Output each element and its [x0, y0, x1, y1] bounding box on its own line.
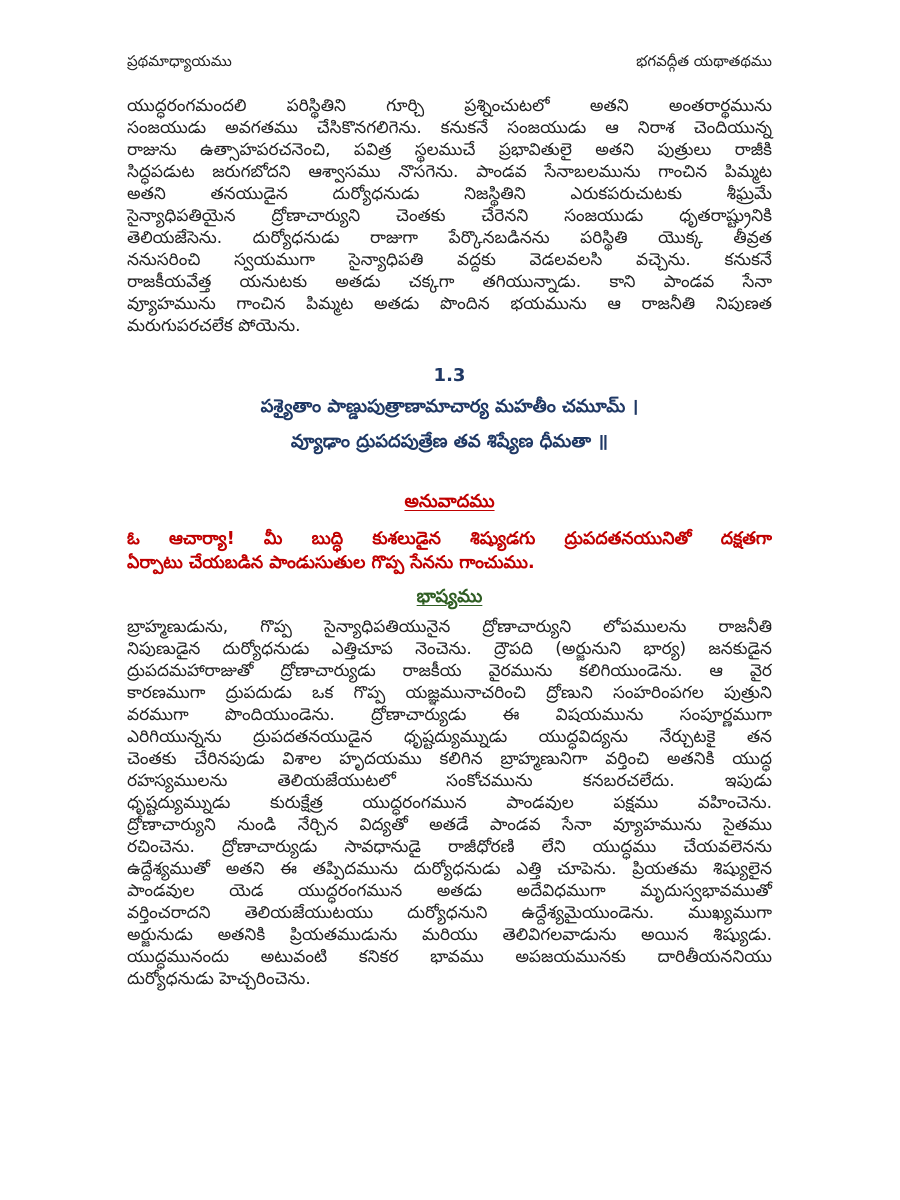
- text-line: ద్రోణాచార్యుని నుండి నేర్చిన విద్యతో అతడే పాండవ సేనా వ్యూహమును సైతము: [127, 815, 773, 835]
- text-line: యుద్ధమునందు అటువంటి కనికర భావము అపజయమునకు దారితీయననియు: [127, 947, 772, 967]
- text-line: రచించెను. ద్రోణాచార్యుడు సావధానుడై రాజీధోరణి లేని యుద్ధము చేయవలెనను: [127, 837, 772, 857]
- commentary-heading: భాష్యము: [416, 586, 483, 607]
- text-line: అతని తనయుడైన దుర్యోధనుడు నిజస్థితిని ఎరుకపరుచుటకు శీఘ్రమే: [127, 184, 772, 204]
- text-line: ఏర్పాటు చేయబడిన పాండుసుతుల గొప్ప సేనను గాంచుము.: [127, 553, 535, 573]
- header-chapter-title: ప్రథమాధ్యాయము: [127, 52, 232, 70]
- text-line: అర్జునుడు అతనికి ప్రియతముడును మరియు తెలివిగలవాడును అయిన శిష్యుడు.: [127, 925, 772, 945]
- text-line: వరముగా పొందియుండెను. ద్రోణాచార్యుడు ఈ విషయమును సంపూర్ణముగా: [127, 705, 772, 725]
- text-line: రాజకీయవేత్త యనుటకు అతడు చక్కగా తగియున్నాడు. కాని పాండవ సేనా: [127, 272, 772, 292]
- text-line: యుద్ధరంగమందలి పరిస్థితిని గూర్చి ప్రశ్నించుటలో అతని అంతరార్థమును: [127, 96, 772, 116]
- text-line: ననుసరించి స్వయముగా సైన్యాధిపతి వద్దకు వెడలవలసి వచ్చెను. కనుకనే: [127, 250, 772, 270]
- text-line: ఎరిగియున్నను ద్రుపదతనయుడైన ధృష్టద్యుమ్నుడు యుద్ధవిద్యను నేర్చుటకై తన: [127, 727, 772, 747]
- text-line: రాజును ఉత్సాహపరచనెంచి, పవిత్ర స్థలముచే ప్రభావితులై అతని పుత్రులు రాజీకి: [127, 140, 772, 160]
- text-line: ఉద్దేశ్యముతో అతని ఈ తప్పిదమును దుర్యోధనుడు ఎత్తి చూపెను. ప్రియతమ శిష్యులైన: [127, 859, 772, 879]
- header-book-title: భగవద్గీత యథాతథము: [636, 52, 772, 70]
- text-line: మరుగుపరచలేక పోయెను.: [127, 316, 301, 336]
- text-line: ఓ ఆచార్యా! మీ బుద్ధి కుశలుడైన శిష్యుడగు ద్రుపదతనయునితో దక్షతగా: [127, 529, 772, 549]
- verse-line-2: వ్యూఢాం ద్రుపదపుత్రేణ తవ శిష్యేణ ధీమతా ॥: [290, 431, 609, 452]
- text-line: చెంతకు చేరినపుడు విశాల హృదయము కలిగిన బ్రాహ్మణునిగా వర్తించి అతనికి యుద్ధ: [127, 749, 772, 769]
- text-line: సిద్ధపడుట జరుగబోదని ఆశ్వాసము నొసగెను. పాండవ సేనాబలమును గాంచిన పిమ్మట: [127, 162, 772, 182]
- text-line: ద్రుపదమహారాజుతో ద్రోణాచార్యుడు రాజకీయ వైరమును కలిగియుండెను. ఆ వైర: [127, 661, 772, 681]
- text-line: కారణముగా ద్రుపదుడు ఒక గొప్ప యజ్ఞమునాచరించి ద్రోణుని సంహరింపగల పుత్రుని: [127, 683, 772, 703]
- verse-line-1: పశ్యైతాం పాణ్డుపుత్రాణామాచార్య మహతీం చమూమ్ ।: [260, 396, 639, 417]
- text-line: ధృష్టద్యుమ్నుడు కురుక్షేత్ర యుద్ధరంగమున పాండవుల పక్షము వహించెను.: [127, 793, 772, 813]
- translation-paragraph: [127, 527, 772, 575]
- intro-paragraph: [127, 95, 772, 337]
- text-line: వర్తించరాదని తెలియజేయుటయు దుర్యోధనుని ఉద్దేశ్యమైయుండెను. ముఖ్యముగా: [127, 903, 772, 923]
- page-header: [127, 50, 772, 72]
- text-line: పాండవుల యెడ యుద్ధరంగమున అతడు అదేవిధముగా మృదుస్వభావముతో: [127, 881, 772, 901]
- text-line: వ్యూహమును గాంచిన పిమ్మట అతడు పొందిన భయమును ఆ రాజనీతి నిపుణత: [127, 294, 772, 314]
- text-line: తెలియజేసెను. దుర్యోధనుడు రాజుగా పేర్కొనబడినను పరిస్థితి యొక్క తీవ్రత: [127, 228, 772, 248]
- text-line: దుర్యోధనుడు హెచ్చరించెను.: [127, 969, 311, 989]
- text-line: సైన్యాధిపతియైన ద్రోణాచార్యుని చెంతకు చేరెనని సంజయుడు ధృతరాష్ట్రునికి: [127, 206, 772, 226]
- translation-heading: అనువాదము: [404, 491, 495, 512]
- text-line: బ్రాహ్మణుడును, గొప్ప సైన్యాధిపతియునైన ద్రోణాచార్యుని లోపములను రాజనీతి: [127, 617, 772, 637]
- text-line: నిపుణుడైన దుర్యోధనుడు ఎత్తిచూప నెంచెను. ద్రౌపది (అర్జునుని భార్య) జనకుడైన: [127, 639, 772, 659]
- commentary-paragraph: [127, 616, 772, 990]
- text-line: సంజయుడు అవగతము చేసికొనగలిగెను. కనుకనే సంజయుడు ఆ నిరాశ చెందియున్న: [127, 118, 772, 138]
- verse-number: 1.3: [433, 365, 466, 386]
- text-line: రహస్యములను తెలియజేయుటలో సంకోచమును కనబరచలేదు. ఇపుడు: [127, 771, 772, 791]
